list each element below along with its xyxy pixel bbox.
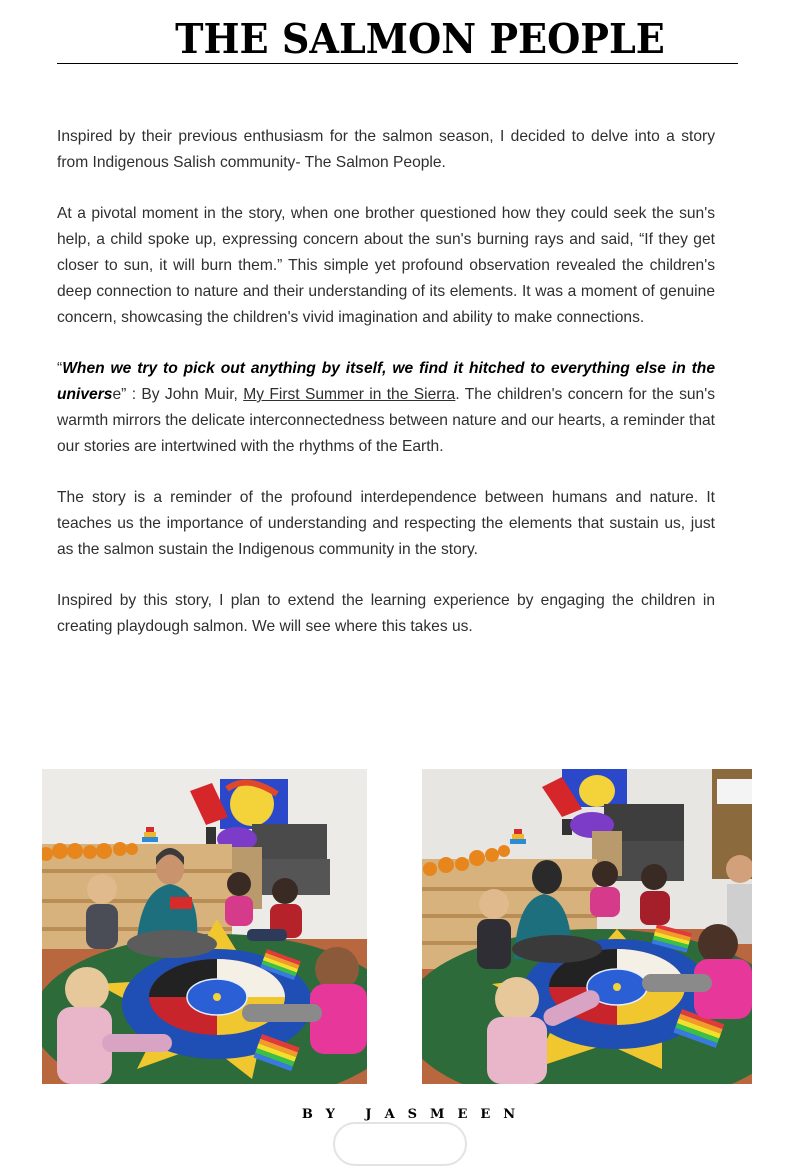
- paragraph-quote: [57, 356, 715, 459]
- paragraph-pivotal-moment: At a pivotal moment in the story, when one brother questioned how they could seek the sun's help, a child spoke up, expressing concern about the sun's burning rays and said, “If they get closer to sun, it will burn them.” This simple yet profound observation revealed the children's deep connection to nature and their understanding of its elements. It was a moment of genuine concern, showcasing the children's vivid imagination and ability to make connections.: [57, 205, 715, 326]
- author-byline: BY JASMEEN: [301, 1107, 529, 1122]
- page-title: THE SALMON PEOPLE: [175, 15, 665, 63]
- title-underline: [57, 63, 738, 64]
- quote-reflection: . The children's concern for the sun's warmth mirrors the delicate interconnectedness between nature and our hearts, a reminder that our stories are intertwined with the rhythms of the Earth.: [57, 385, 715, 455]
- classroom-photo-2: [422, 769, 752, 1084]
- classroom-photo-1-illustration: [42, 769, 367, 1084]
- quote-attribution: e” : By John Muir,: [112, 385, 244, 403]
- article-body: [57, 124, 715, 666]
- john-muir-quote: When we try to pick out anything by itself, we find it hitched to everything else in the univers: [57, 360, 715, 403]
- classroom-photo-1: [42, 769, 367, 1084]
- paragraph-next-steps: Inspired by this story, I plan to extend the learning experience by engaging the children in creating playdough salmon. We will see where this takes us.: [57, 592, 715, 636]
- book-link[interactable]: My First Summer in the Sierra: [243, 385, 456, 403]
- classroom-photo-2-illustration: [422, 769, 752, 1084]
- byline-frame-decoration: [333, 1122, 467, 1166]
- paragraph-interdependence: The story is a reminder of the profound interdependence between humans and nature. It teaches us the importance of understanding and respecting the elements that sustain us, just as the salmon sustain the Indigenous community in the story.: [57, 489, 715, 558]
- paragraph-intro: Inspired by their previous enthusiasm for the salmon season, I decided to delve into a story from Indigenous Salish community- The Salmon People.: [57, 128, 715, 171]
- open-quote: “: [57, 360, 63, 378]
